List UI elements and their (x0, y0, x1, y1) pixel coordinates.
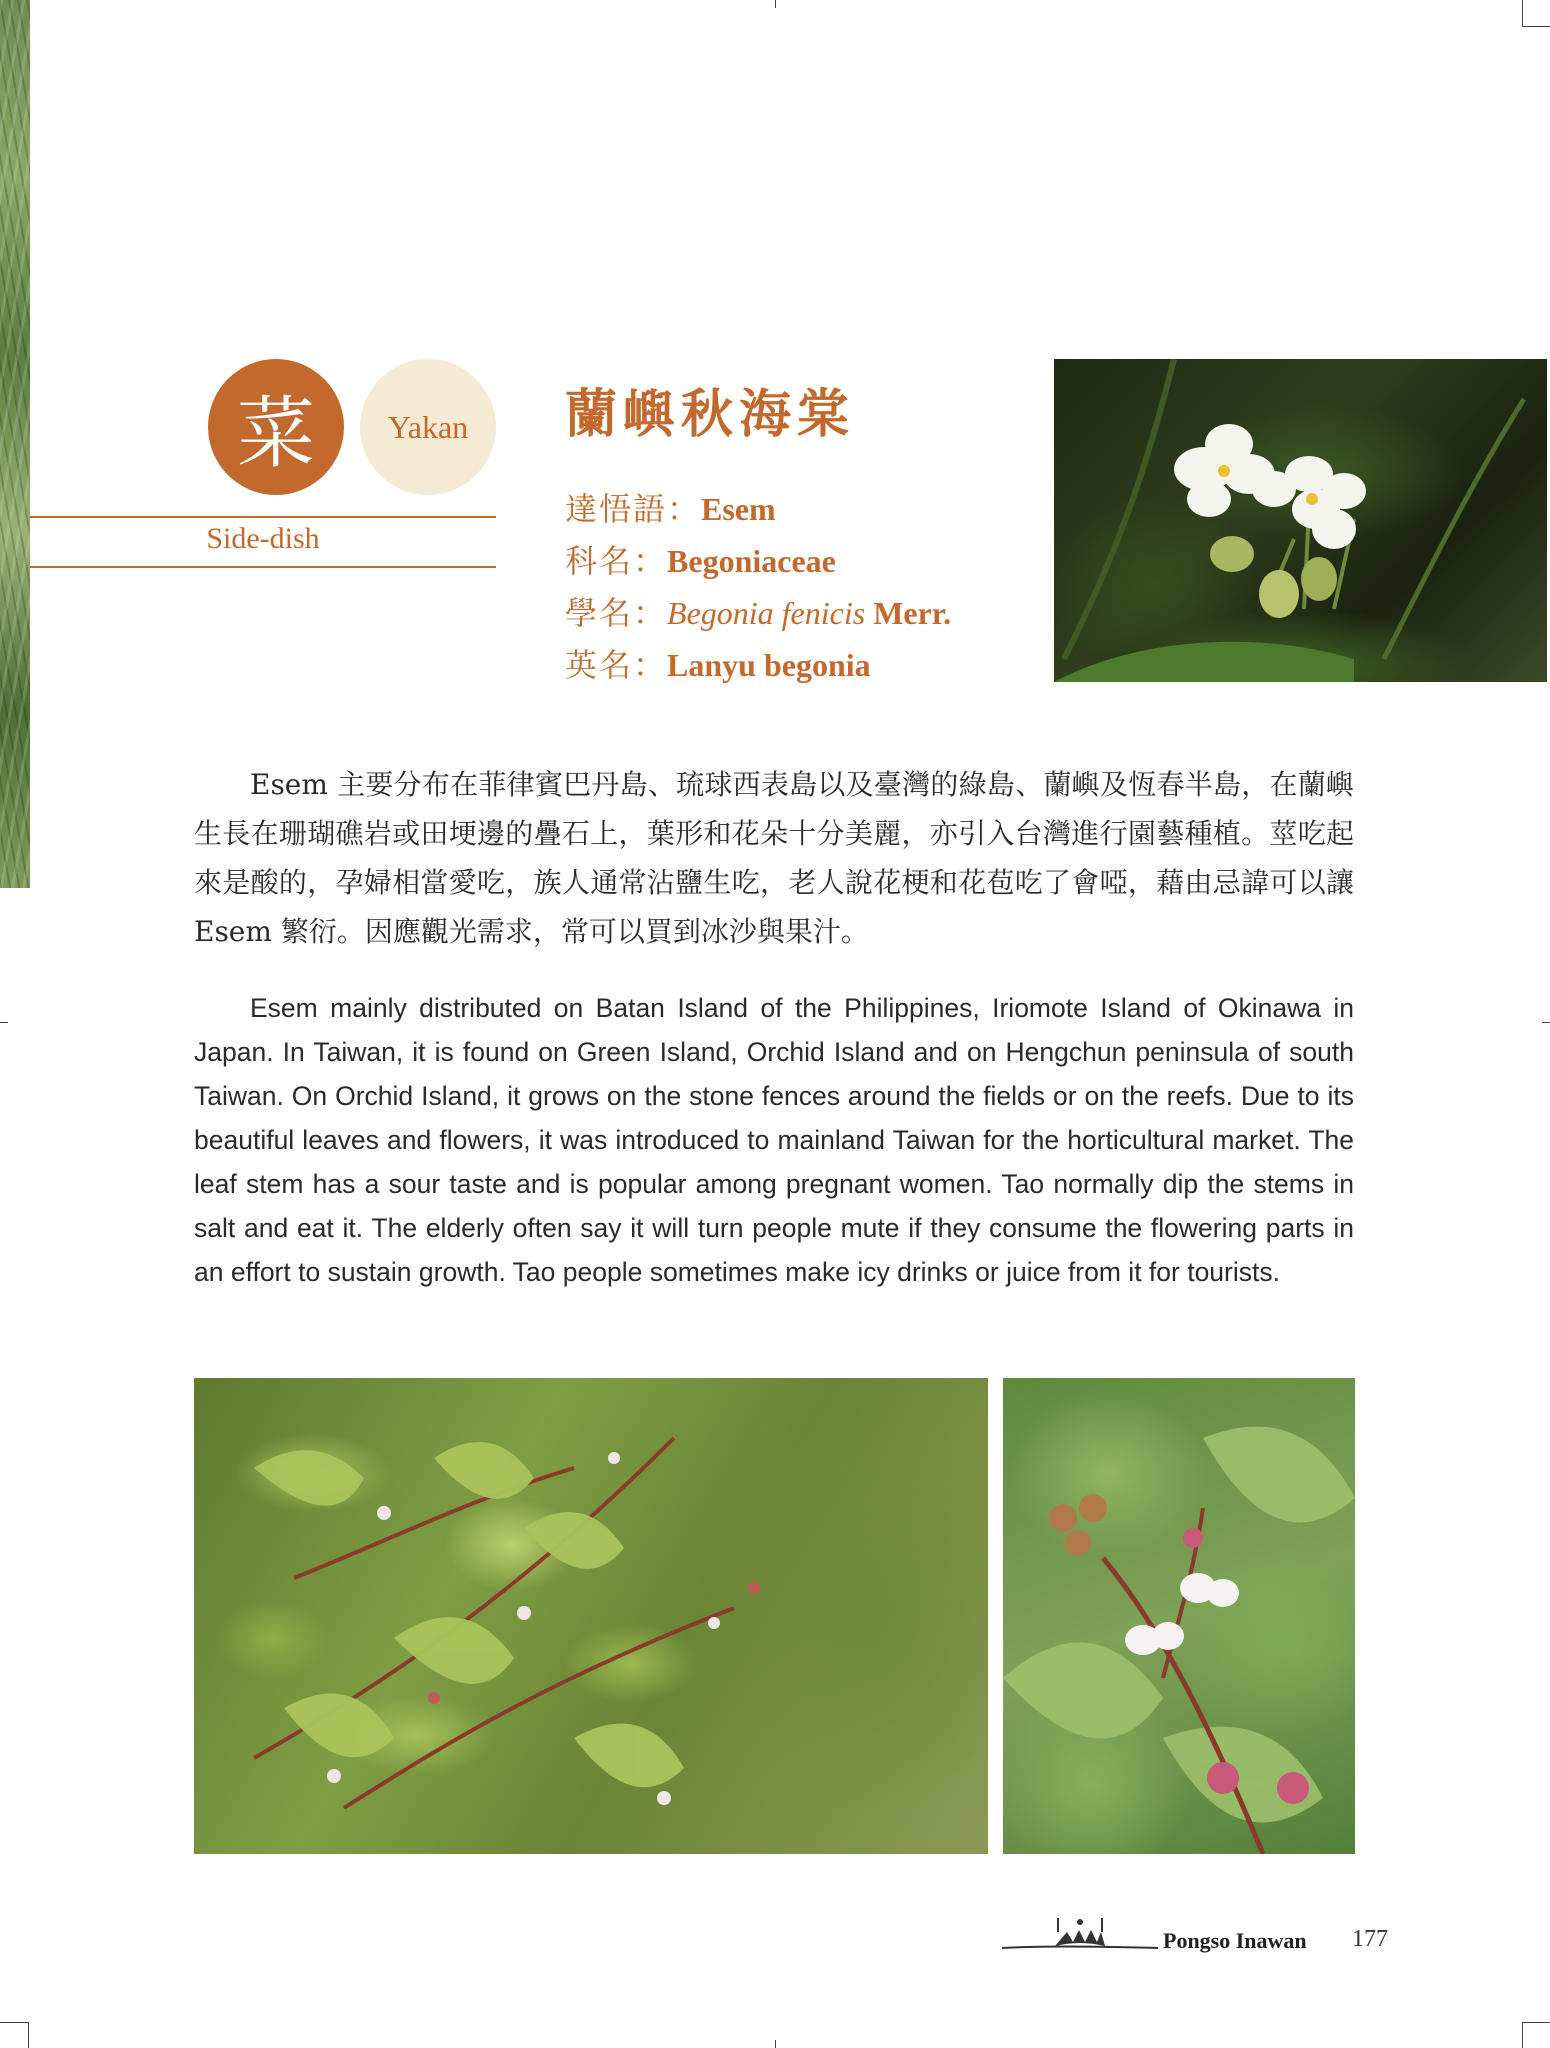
category-char: 菜 (236, 389, 315, 479)
crop-mark (28, 2022, 29, 2048)
english-name-value: Lanyu begonia (667, 647, 871, 683)
crop-mark (1542, 1022, 1550, 1023)
begonia-field-photo (194, 1378, 988, 1854)
crop-mark (1522, 2022, 1550, 2023)
scientific-name-row (565, 588, 951, 634)
flower-photo (1054, 359, 1547, 682)
category-english-label: Side-dish (206, 522, 320, 555)
english-name-label: 英名： (565, 646, 668, 684)
tao-name-value: Esem (701, 491, 776, 527)
family-value: Begoniaceae (667, 543, 836, 579)
crop-mark (775, 2040, 776, 2048)
crop-mark (0, 2022, 28, 2023)
divider-line (30, 566, 496, 568)
crop-mark (0, 1022, 8, 1023)
scientific-name-author: Merr. (873, 595, 952, 631)
plant-title: 蘭嶼秋海棠 (565, 384, 856, 445)
crop-mark (775, 0, 776, 8)
canoe-logo-art (1000, 1908, 1160, 1958)
scientific-name-label: 學名： (565, 594, 668, 632)
page-number: 177 (1352, 1926, 1388, 1952)
flower-photo-art (1054, 359, 1547, 682)
decorative-grass-strip (0, 0, 30, 888)
body-text-chinese: Esem 主要分布在菲律賓巴丹島、琉球西表島以及臺灣的綠島、蘭嶼及恆春半島，在蘭嶼生長在珊瑚礁岩或田埂邊的疊石上，葉形和花朵十分美麗，亦引入台灣進行園藝種植。莖吃起來是酸的，孕婦相當愛吃，族人通常沾鹽生吃，老人說花梗和花苞吃了會啞，藉由忌諱可以讓 Esem 繁衍。因應觀光需求，常可以買到冰沙與果汁。 (194, 768, 1354, 948)
english-name-row (565, 640, 871, 686)
tao-name-row (565, 484, 776, 530)
tao-name-label: 達悟語： (565, 490, 702, 528)
body-text-english: Esem mainly distributed on Batan Island of the Philippines, Iriomote Island of Okinawa in Japan. In Taiwan, it is found on Green Island, Orchid Island and on Hengchun peninsula of south Taiwan. On Orchid Island, it grows on the stone fences around the fields or on the reefs. Due to its beautiful leaves and flowers, it was introduced to mainland Taiwan for the horticultural market. The leaf stem has a sour taste and is popular among pregnant women. Tao normally dip the stems in salt and eat it. The elderly often say it will turn people mute if they consume the flowering parts in an effort to sustain growth. Tao people sometimes make icy drinks or juice from it for tourists. (194, 993, 1354, 1287)
crop-mark (1522, 2022, 1523, 2048)
canoe-logo (1000, 1908, 1160, 1963)
publication-brand: Pongso Inawan (1163, 1928, 1307, 1953)
category-sub-label: Yakan (387, 408, 469, 445)
category-sub-badge (360, 359, 496, 495)
crop-mark (1522, 26, 1550, 27)
family-label: 科名： (565, 542, 668, 580)
category-badge (208, 359, 344, 495)
scientific-name-italic: Begonia fenicis (667, 595, 866, 631)
begonia-closeup-art (1003, 1378, 1355, 1854)
begonia-closeup-photo (1003, 1378, 1355, 1854)
begonia-field-art (194, 1378, 988, 1854)
crop-mark (1522, 0, 1523, 26)
divider-line (30, 516, 496, 518)
family-row (565, 536, 836, 582)
